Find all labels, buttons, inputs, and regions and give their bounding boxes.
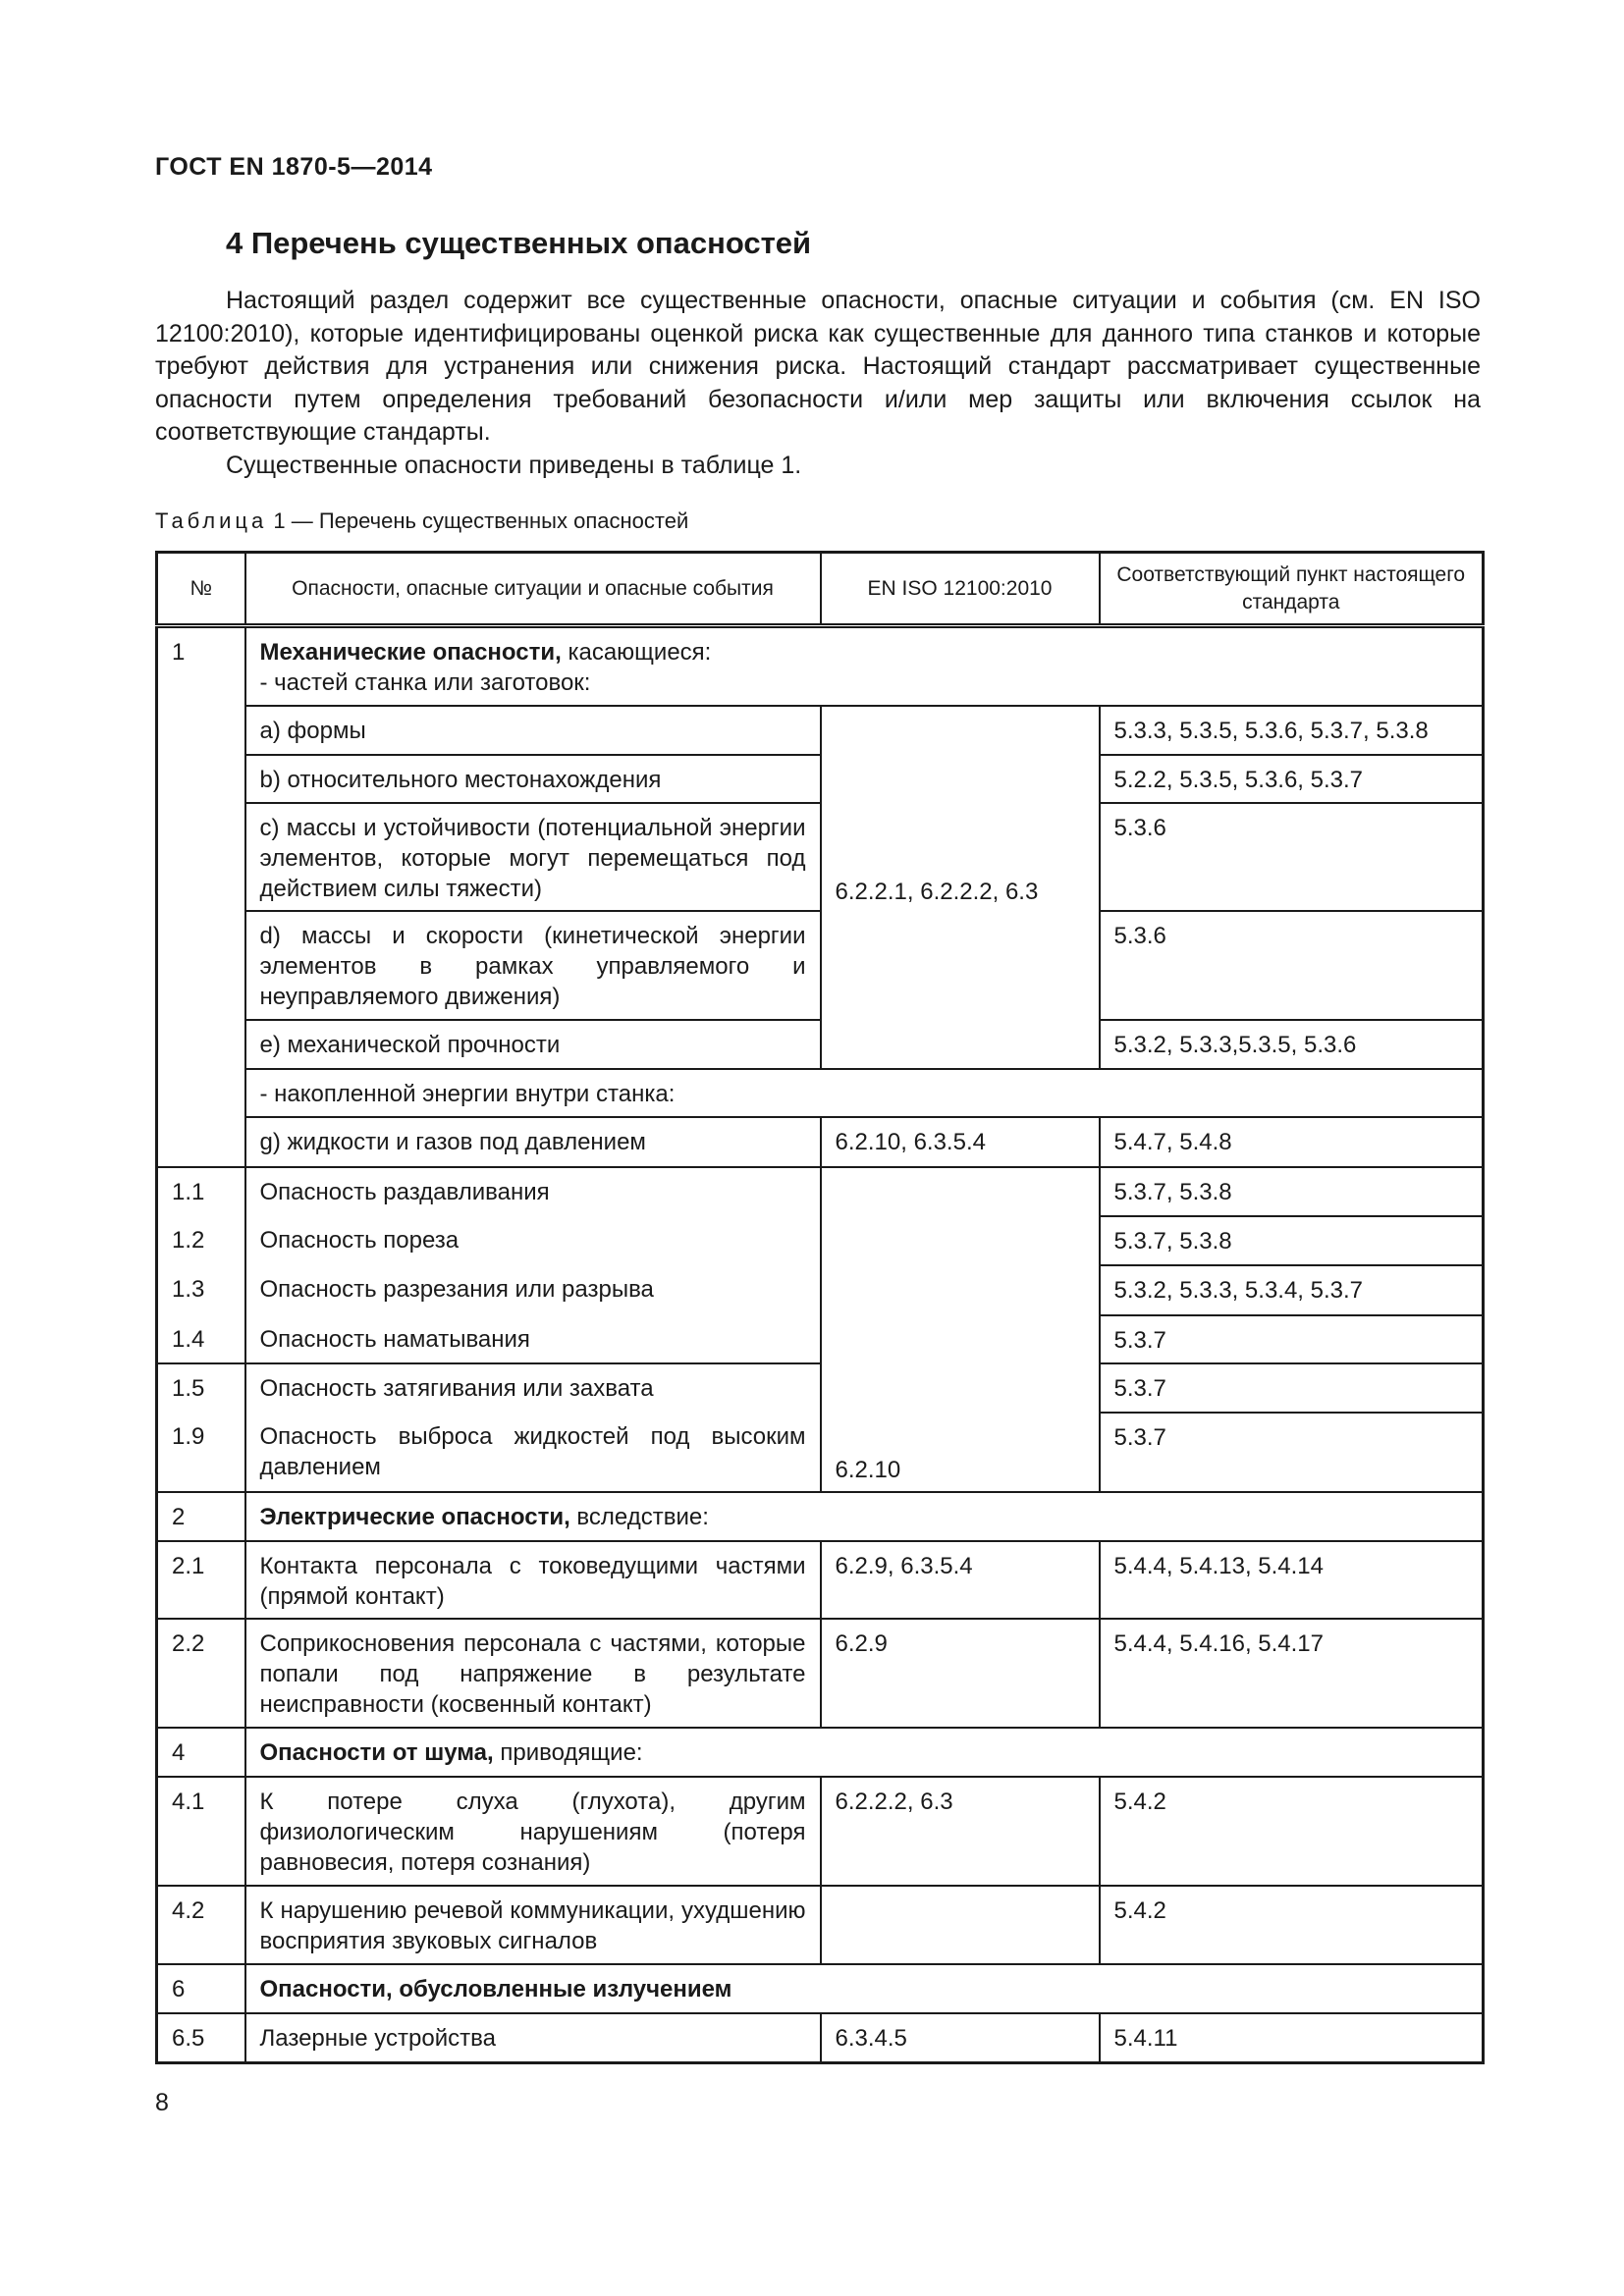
iso-ref: 6.2.2.1, 6.2.2.2, 6.3 (821, 706, 1100, 1069)
hazards-table (155, 551, 1485, 2064)
table-header-row (157, 553, 1484, 626)
group-heading (245, 1728, 1484, 1777)
hazard-text: g) жидкости и газов под давлением (245, 1117, 821, 1167)
hazard-text: e) механической прочности (245, 1020, 821, 1069)
row-number: 6 (157, 1964, 245, 2013)
clause-ref: 5.3.2, 5.3.3,5.3.5, 5.3.6 (1100, 1020, 1484, 1069)
intro-paragraph: Настоящий раздел содержит все существенные опасности, опасные ситуации и события (см. EN ISO 12100:2010), которые идентифицированы оценкой риска как существенные для данного типа станков и которые требуют действия для устранения или снижения риска. Настоящий стандарт рассматривает существенные опасности путем определения требований безопасности и/или мер защиты или включения ссылок на соответствующие стандарты. (155, 287, 1481, 446)
clause-ref: 5.3.7, 5.3.8 (1100, 1216, 1484, 1265)
table-caption (155, 508, 688, 534)
caption-text: 1 — Перечень существенных опасностей (267, 508, 689, 533)
table-row (157, 1492, 1484, 1541)
row-number: 2 (157, 1492, 245, 1541)
document-code: ГОСТ EN 1870-5—2014 (155, 153, 433, 181)
table-row (157, 1619, 1484, 1728)
section-title: 4 Перечень существенных опасностей (226, 226, 812, 260)
group-heading (245, 1492, 1484, 1541)
hazard-text: c) массы и устойчивости (потенциальной энергии элементов, которые могут перемещаться под действием силы тяжести) (245, 803, 821, 911)
row-number: 1.3 (157, 1265, 245, 1315)
iso-ref: 6.2.10 (821, 1167, 1100, 1492)
hazard-text: b) относительного местонахождения (245, 755, 821, 803)
clause-ref: 5.3.7, 5.3.8 (1100, 1167, 1484, 1216)
iso-ref: 6.2.10, 6.3.5.4 (821, 1117, 1100, 1167)
clause-ref: 5.4.4, 5.4.13, 5.4.14 (1100, 1541, 1484, 1619)
clause-ref: 5.4.4, 5.4.16, 5.4.17 (1100, 1619, 1484, 1728)
table-row (157, 1964, 1484, 2013)
iso-ref: 6.2.9, 6.3.5.4 (821, 1541, 1100, 1619)
table-row (157, 1728, 1484, 1777)
clause-ref: 5.3.6 (1100, 803, 1484, 911)
table-row (157, 911, 1484, 1020)
clause-ref: 5.2.2, 5.3.5, 5.3.6, 5.3.7 (1100, 755, 1484, 803)
table-row (157, 1117, 1484, 1167)
clause-ref: 5.3.3, 5.3.5, 5.3.6, 5.3.7, 5.3.8 (1100, 706, 1484, 755)
group-title: Механические опасности, (259, 639, 562, 666)
hazard-text: Лазерные устройства (245, 2013, 821, 2063)
hazard-text: Опасность затягивания или захвата (245, 1363, 821, 1413)
hazard-text: Контакта персонала с токоведущими частями (прямой контакт) (245, 1541, 821, 1619)
row-number: 1 (157, 626, 245, 1167)
header-iso: EN ISO 12100:2010 (821, 553, 1100, 626)
page-number: 8 (155, 2089, 169, 2116)
table-row (157, 755, 1484, 803)
group-subheading: - частей станка или заготовок: (259, 669, 591, 696)
header-clause: Соответствующий пункт настоящего стандарта (1100, 553, 1484, 626)
clause-ref: 5.4.7, 5.4.8 (1100, 1117, 1484, 1167)
table-row (157, 1886, 1484, 1964)
table-row (157, 803, 1484, 911)
table-row (157, 1413, 1484, 1492)
row-number: 2.2 (157, 1619, 245, 1728)
row-number: 6.5 (157, 2013, 245, 2063)
clause-ref: 5.4.2 (1100, 1886, 1484, 1964)
iso-ref: 6.2.2.2, 6.3 (821, 1777, 1100, 1886)
hazard-text: Опасность наматывания (245, 1315, 821, 1363)
row-number: 1.9 (157, 1413, 245, 1492)
table-row (157, 626, 1484, 706)
group-title: Опасности, обусловленные излучением (259, 1975, 732, 2002)
row-number: 2.1 (157, 1541, 245, 1619)
table-row (157, 2013, 1484, 2063)
clause-ref: 5.4.11 (1100, 2013, 1484, 2063)
table-row (157, 706, 1484, 755)
group-title: Опасности от шума, (259, 1738, 494, 1766)
table-row (157, 1216, 1484, 1265)
header-number: № (157, 553, 245, 626)
group-title: Электрические опасности, (259, 1503, 570, 1530)
row-number: 4.2 (157, 1886, 245, 1964)
group-heading (245, 626, 1484, 706)
header-hazards: Опасности, опасные ситуации и опасные события (245, 553, 821, 626)
row-number: 1.5 (157, 1363, 245, 1413)
iso-ref: 6.3.4.5 (821, 2013, 1100, 2063)
group-suffix: вследствие: (569, 1503, 709, 1530)
table-row (157, 1541, 1484, 1619)
table-reference-paragraph: Существенные опасности приведены в таблице 1. (226, 452, 802, 479)
iso-ref (821, 1886, 1100, 1964)
table-row (157, 1315, 1484, 1363)
clause-ref: 5.3.7 (1100, 1413, 1484, 1492)
group-suffix: приводящие: (493, 1738, 643, 1766)
hazard-text: Опасность разрезания или разрыва (245, 1265, 821, 1315)
clause-ref: 5.3.6 (1100, 911, 1484, 1020)
hazard-text: a) формы (245, 706, 821, 755)
table-row (157, 1020, 1484, 1069)
caption-label: Таблица (155, 508, 268, 533)
iso-ref: 6.2.9 (821, 1619, 1100, 1728)
table-row (157, 1069, 1484, 1117)
table-row (157, 1167, 1484, 1216)
row-number: 4.1 (157, 1777, 245, 1886)
group-heading (245, 1964, 1484, 2013)
hazard-text: Опасность раздавливания (245, 1167, 821, 1216)
table-row (157, 1777, 1484, 1886)
row-number: 1.4 (157, 1315, 245, 1363)
subgroup-heading: - накопленной энергии внутри станка: (245, 1069, 1484, 1117)
row-number: 4 (157, 1728, 245, 1777)
clause-ref: 5.3.7 (1100, 1363, 1484, 1413)
hazard-text: Опасность выброса жидкостей под высоким давлением (245, 1413, 821, 1492)
hazard-text: Соприкосновения персонала с частями, которые попали под напряжение в результате неисправности (косвенный контакт) (245, 1619, 821, 1728)
hazard-text: d) массы и скорости (кинетической энергии элементов в рамках управляемого и неуправляемого движения) (245, 911, 821, 1020)
hazard-text: К нарушению речевой коммуникации, ухудшению восприятия звуковых сигналов (245, 1886, 821, 1964)
hazard-text: Опасность пореза (245, 1216, 821, 1265)
row-number: 1.1 (157, 1167, 245, 1216)
clause-ref: 5.3.2, 5.3.3, 5.3.4, 5.3.7 (1100, 1265, 1484, 1315)
hazard-text: К потере слуха (глухота), другим физиологическим нарушениям (потеря равновесия, потеря сознания) (245, 1777, 821, 1886)
clause-ref: 5.3.7 (1100, 1315, 1484, 1363)
group-suffix: касающиеся: (561, 639, 712, 666)
row-number: 1.2 (157, 1216, 245, 1265)
clause-ref: 5.4.2 (1100, 1777, 1484, 1886)
table-row (157, 1265, 1484, 1315)
table-row (157, 1363, 1484, 1413)
